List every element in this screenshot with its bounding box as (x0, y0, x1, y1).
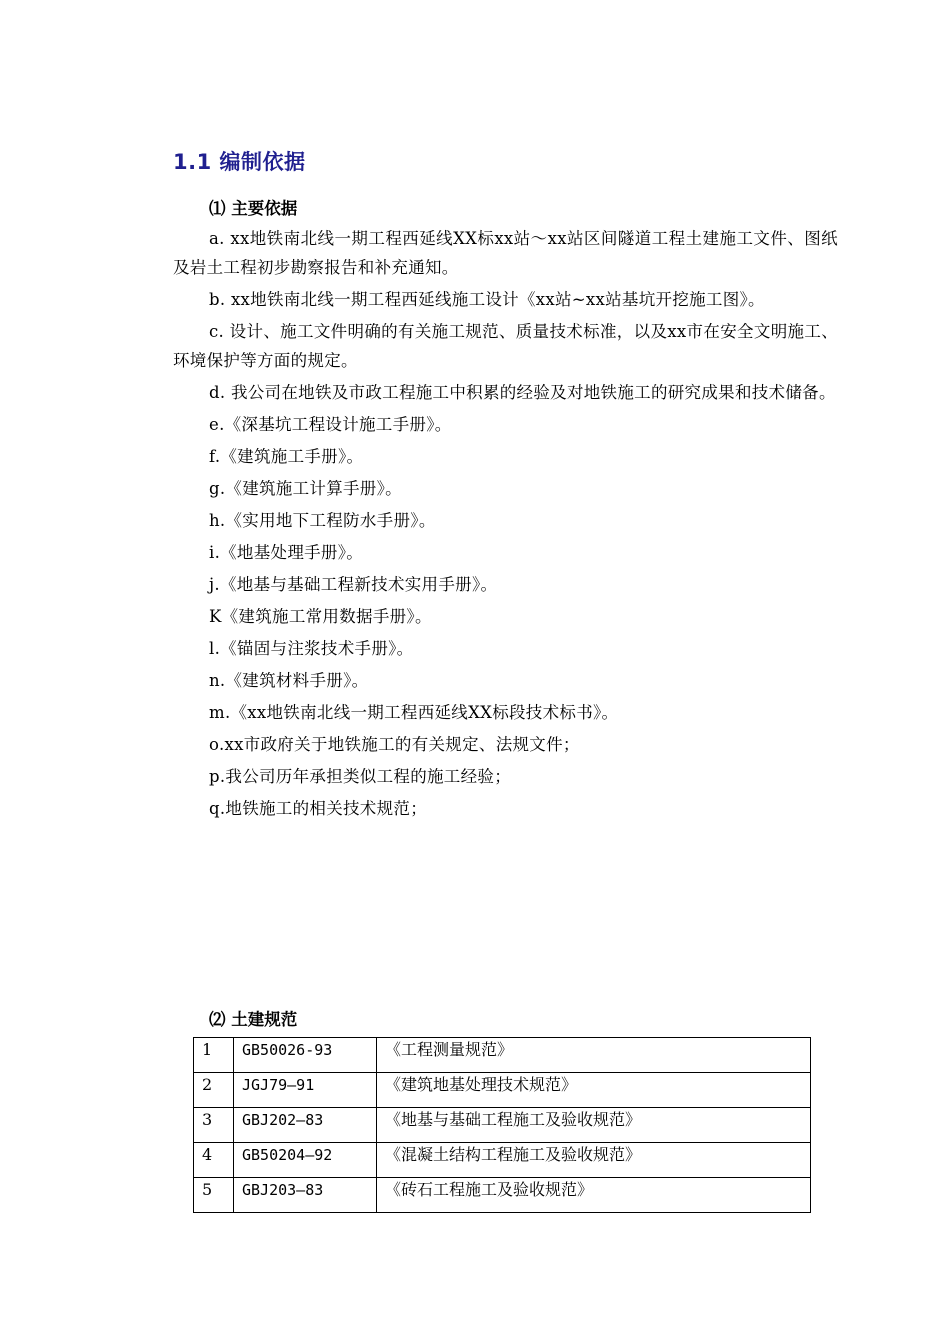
civil-specs-table (193, 1037, 811, 1213)
basis-item-o: o.xx市政府关于地铁施工的有关规定、法规文件； (209, 735, 580, 754)
civil-specs-subheading: ⑵ 土建规范 (209, 1010, 298, 1029)
standard-name: 《工程测量规范》 (377, 1038, 811, 1073)
table-row (194, 1108, 811, 1143)
table-row (194, 1143, 811, 1178)
basis-item-e: e.《深基坑工程设计施工手册》。 (209, 415, 452, 434)
row-number: 2 (194, 1073, 234, 1108)
basis-item-q: q.地铁施工的相关技术规范； (209, 799, 428, 818)
section-heading: 1.1 编制依据 (173, 150, 306, 174)
basis-item-a: a. xx地铁南北线一期工程西延线XX标xx站～xx站区间隧道工程土建施工文件、图纸及岩土工程初步勘察报告和补充通知。 (173, 229, 838, 277)
standard-name: 《建筑地基处理技术规范》 (377, 1073, 811, 1108)
basis-item-i: i.《地基处理手册》。 (209, 543, 364, 562)
row-number: 5 (194, 1178, 234, 1213)
basis-item-g: g.《建筑施工计算手册》。 (209, 479, 402, 498)
basis-item-j: j.《地基与基础工程新技术实用手册》。 (209, 575, 498, 594)
table-row (194, 1073, 811, 1108)
row-number: 1 (194, 1038, 234, 1073)
standard-code: GBJ202—83 (234, 1108, 377, 1143)
standard-code: GB50026-93 (234, 1038, 377, 1073)
basis-item-f: f.《建筑施工手册》。 (209, 447, 364, 466)
row-number: 4 (194, 1143, 234, 1178)
table-row (194, 1178, 811, 1213)
standard-code: GB50204—92 (234, 1143, 377, 1178)
standard-name: 《混凝土结构工程施工及验收规范》 (377, 1143, 811, 1178)
table-row (194, 1038, 811, 1073)
basis-item-k: K《建筑施工常用数据手册》。 (209, 607, 432, 626)
basis-item-l: l.《锚固与注浆技术手册》。 (209, 639, 414, 658)
basis-item-b: b. xx地铁南北线一期工程西延线施工设计《xx站~xx站基坑开挖施工图》。 (209, 290, 765, 309)
basis-item-h: h.《实用地下工程防水手册》。 (209, 511, 436, 530)
standard-code: GBJ203—83 (234, 1178, 377, 1213)
standard-code: JGJ79—91 (234, 1073, 377, 1108)
basis-item-d: d. 我公司在地铁及市政工程施工中积累的经验及对地铁施工的研究成果和技术储备。 (209, 383, 836, 402)
main-basis-subheading: ⑴ 主要依据 (209, 199, 298, 218)
main-basis-list (173, 224, 838, 826)
standard-name: 《地基与基础工程施工及验收规范》 (377, 1108, 811, 1143)
standard-name: 《砖石工程施工及验收规范》 (377, 1178, 811, 1213)
row-number: 3 (194, 1108, 234, 1143)
basis-item-c: c. 设计、施工文件明确的有关施工规范、质量技术标准，以及xx市在安全文明施工、环境保护等方面的规定。 (173, 322, 838, 370)
basis-item-n: n.《建筑材料手册》。 (209, 671, 369, 690)
basis-item-p: p.我公司历年承担类似工程的施工经验； (209, 767, 512, 786)
basis-item-m: m.《xx地铁南北线一期工程西延线XX标段技术标书》。 (209, 703, 619, 722)
